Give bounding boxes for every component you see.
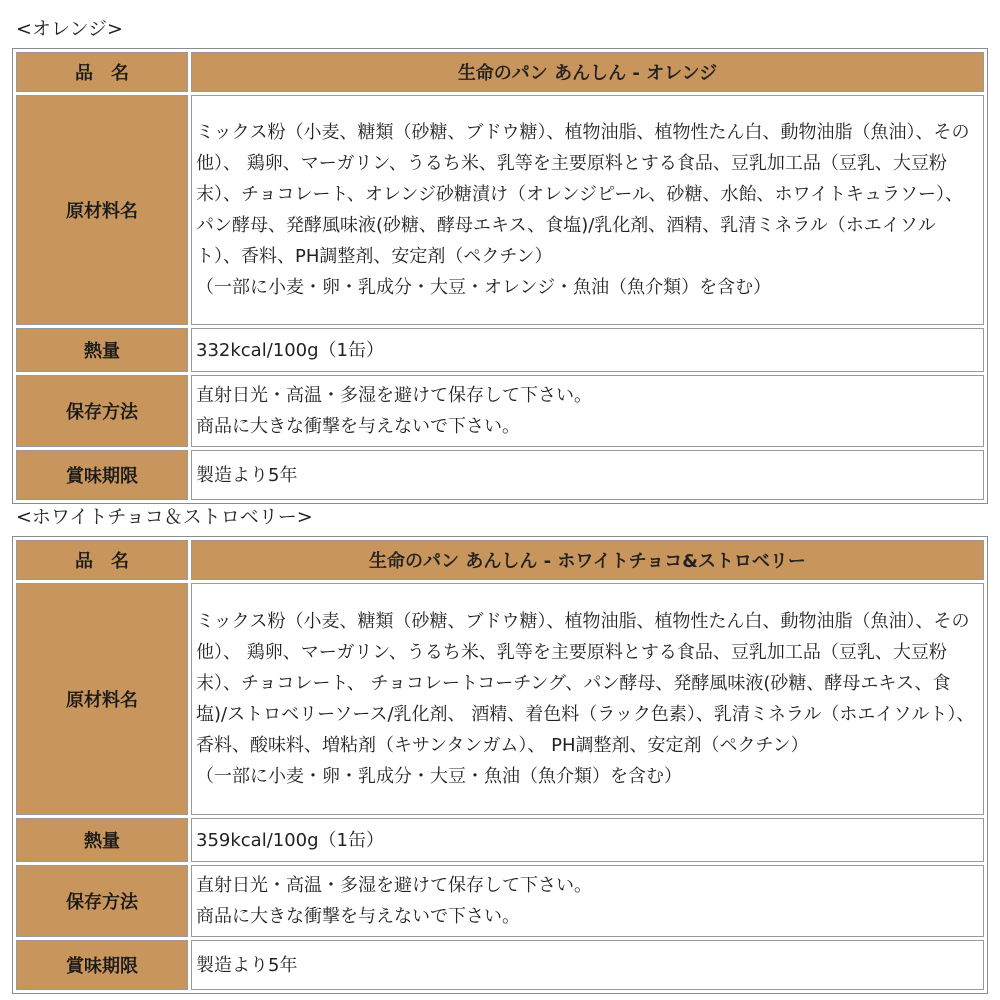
table-row [16, 940, 984, 990]
storage-cell [191, 375, 984, 447]
calories-value: 332kcal/100g（1缶） [191, 328, 984, 372]
product-name: 生命のパン あんしん - オレンジ [191, 52, 984, 92]
product-name: 生命のパン あんしん - ホワイトチョコ&ストロベリー [191, 540, 984, 580]
table-row [16, 328, 984, 372]
label-product-name: 品 名 [16, 540, 188, 580]
ingredients-text: ミックス粉（小麦、糖類（砂糖、ブドウ糖）、植物油脂、植物性たん白、動物油脂（魚油）、その他）、 鶏卵、マーガリン、うるち米、乳等を主要原料とする食品、豆乳加工品（豆乳、大豆粉末）、チョコレート、 チョコレートコーチング、パン酵母、発酵風味液(砂糖、酵母エキス、食塩)/ストロベリーソース/乳化剤、 酒精、着色料（ラック色素）、乳清ミネラル（ホエイソルト）、香料、酸味料、増粘剤（キサンタンガム）、 PH調整剤、安定剤（ペクチン） [196, 611, 975, 756]
ingredients-text: ミックス粉（小麦、糖類（砂糖、ブドウ糖）、植物油脂、植物性たん白、動物油脂（魚油）、その他）、 鶏卵、マーガリン、うるち米、乳等を主要原料とする食品、豆乳加工品（豆乳、大豆粉末）、チョコレート、オレンジ砂糖漬け（オレンジピール、砂糖、水飴、ホワイトキュラソー）、パン酵母、発酵風味液(砂糖、酵母エキス、食塩)/乳化剤、酒精、乳清ミネラル（ホエイソルト）、香料、PH調整剤、安定剤（ペクチン） [196, 122, 970, 267]
storage-line: 直射日光・高温・多湿を避けて保存して下さい。 [196, 385, 592, 406]
product-table-orange [12, 48, 988, 504]
label-storage: 保存方法 [16, 865, 188, 937]
ingredients-cell [191, 95, 984, 325]
section-heading-orange: <オレンジ> [16, 18, 123, 40]
ingredients-cell [191, 583, 984, 815]
storage-line: 直射日光・高温・多湿を避けて保存して下さい。 [196, 875, 592, 896]
label-ingredients: 原材料名 [16, 95, 188, 325]
table-row [16, 865, 984, 937]
label-calories: 熱量 [16, 328, 188, 372]
table-row [16, 818, 984, 862]
allergen-text: （一部に小麦・卵・乳成分・大豆・魚油（魚介類）を含む） [196, 766, 682, 787]
allergen-text: （一部に小麦・卵・乳成分・大豆・オレンジ・魚油（魚介類）を含む） [196, 277, 772, 298]
label-storage: 保存方法 [16, 375, 188, 447]
label-product-name: 品 名 [16, 52, 188, 92]
table-row [16, 450, 984, 500]
table-row [16, 540, 984, 580]
label-calories: 熱量 [16, 818, 188, 862]
label-expiry: 賞味期限 [16, 940, 188, 990]
calories-value: 359kcal/100g（1缶） [191, 818, 984, 862]
table-row [16, 375, 984, 447]
label-ingredients: 原材料名 [16, 583, 188, 815]
expiry-value: 製造より5年 [191, 940, 984, 990]
table-row [16, 52, 984, 92]
storage-line: 商品に大きな衝撃を与えないで下さい。 [196, 416, 520, 437]
product-table-white-choco-strawberry [12, 536, 988, 994]
expiry-value: 製造より5年 [191, 450, 984, 500]
storage-line: 商品に大きな衝撃を与えないで下さい。 [196, 906, 520, 927]
table-row [16, 95, 984, 325]
label-expiry: 賞味期限 [16, 450, 188, 500]
table-row [16, 583, 984, 815]
section-heading-white-choco-strawberry: <ホワイトチョコ＆ストロベリー> [16, 506, 313, 528]
storage-cell [191, 865, 984, 937]
